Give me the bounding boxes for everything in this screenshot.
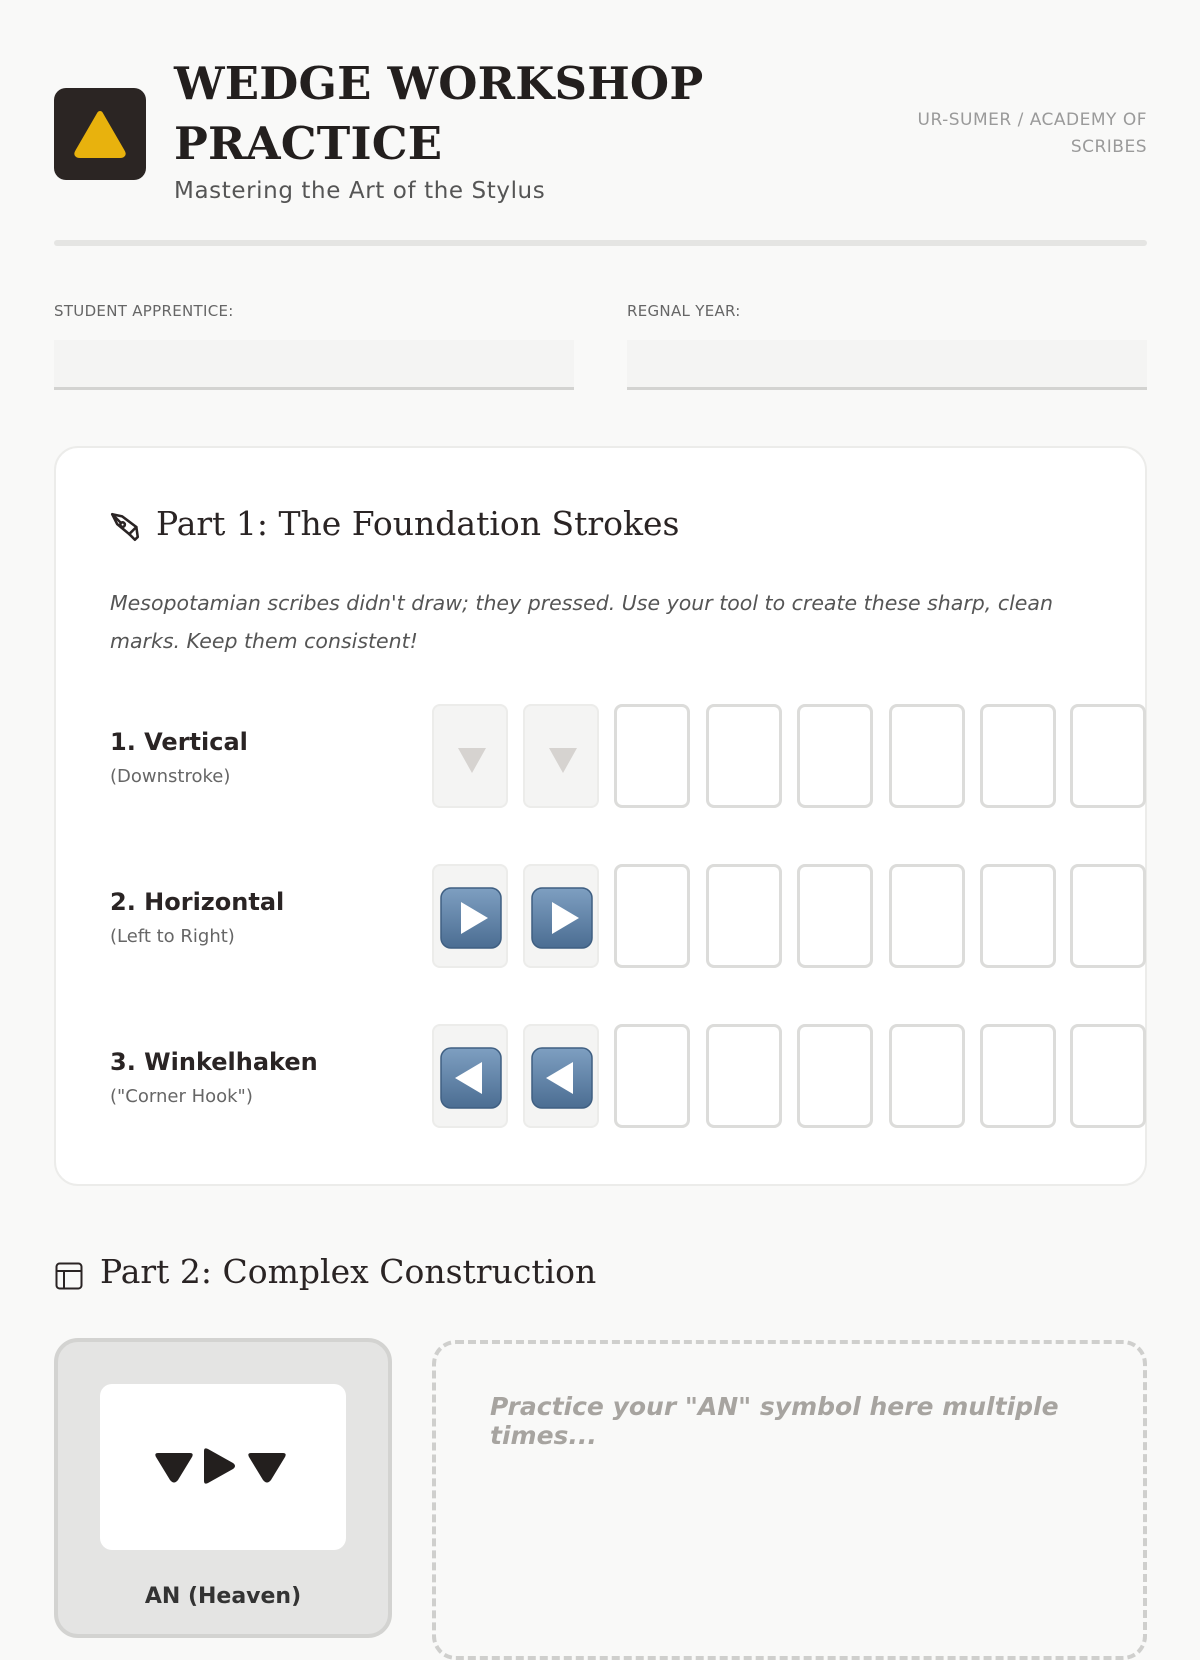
wedge-triangle-icon: [54, 88, 146, 180]
practice-cell[interactable]: [706, 864, 782, 968]
down-triangle-icon: [525, 706, 601, 810]
stroke-row-winkelhaken: [110, 1024, 1096, 1132]
row-sublabel: ("Corner Hook"): [110, 1086, 253, 1107]
row-sublabel: (Left to Right): [110, 926, 235, 947]
part1-instructions: Mesopotamian scribes didn't draw; they pressed. Use your tool to create these sharp, clean marks. Keep them consistent!: [110, 591, 1053, 653]
play-button-icon: [525, 866, 601, 970]
right-triangle-icon: [204, 1448, 235, 1483]
year-field-group: [627, 302, 1147, 320]
worksheet-page: [54, 0, 1147, 1609]
practice-cell[interactable]: [706, 704, 782, 808]
part1-title: Part 1: The Foundation Strokes: [156, 504, 680, 543]
cuneiform-an-symbol: [100, 1384, 346, 1550]
page-title: WEDGE WORKSHOP PRACTICE: [174, 57, 704, 170]
example-cell: [432, 704, 508, 808]
student-field-group: [54, 302, 574, 320]
symbol-practice-area[interactable]: [432, 1340, 1147, 1660]
row-label: 3. Winkelhaken: [110, 1048, 318, 1076]
practice-cell[interactable]: [980, 704, 1056, 808]
reverse-button-icon: [434, 1026, 510, 1130]
practice-cell[interactable]: [889, 864, 965, 968]
practice-cell[interactable]: [797, 1024, 873, 1128]
example-cell: [523, 864, 599, 968]
logo: [54, 88, 146, 180]
part2-title: Part 2: Complex Construction: [100, 1252, 597, 1291]
layout-icon: [54, 1261, 84, 1291]
practice-cell[interactable]: [797, 864, 873, 968]
down-triangle-icon: [434, 706, 510, 810]
year-label: REGNAL YEAR:: [627, 302, 741, 320]
stroke-row-horizontal: [110, 864, 1096, 972]
reverse-button-icon: [525, 1026, 601, 1130]
example-cell: [432, 864, 508, 968]
example-cell: [523, 1024, 599, 1128]
example-cell: [523, 704, 599, 808]
row-label: 1. Vertical: [110, 728, 248, 756]
practice-cell[interactable]: [889, 1024, 965, 1128]
symbol-name: AN (Heaven): [144, 1584, 302, 1609]
symbol-tile: [100, 1384, 346, 1550]
practice-cell[interactable]: [980, 1024, 1056, 1128]
regnal-year-input[interactable]: [627, 340, 1147, 390]
page-subtitle: Mastering the Art of the Stylus: [174, 178, 546, 204]
student-label: STUDENT APPRENTICE:: [54, 302, 234, 320]
row-sublabel: (Downstroke): [110, 766, 231, 787]
worksheet-header: [54, 0, 1147, 250]
symbol-reference-card: [54, 1338, 392, 1638]
practice-cell[interactable]: [1070, 704, 1146, 808]
down-triangle-icon: [248, 1453, 285, 1483]
student-name-input[interactable]: [54, 340, 574, 390]
practice-cell[interactable]: [797, 704, 873, 808]
practice-cell[interactable]: [614, 864, 690, 968]
practice-cell[interactable]: [889, 704, 965, 808]
practice-placeholder: Practice your "AN" symbol here multiple times...: [490, 1392, 1059, 1450]
practice-cell[interactable]: [980, 864, 1056, 968]
play-button-icon: [434, 866, 510, 970]
practice-cell[interactable]: [1070, 864, 1146, 968]
organization-label: UR-SUMER / ACADEMY OF SCRIBES: [917, 110, 1147, 157]
down-triangle-icon: [155, 1453, 192, 1483]
pen-tool-icon: [108, 510, 142, 544]
practice-cell[interactable]: [706, 1024, 782, 1128]
part1-card: [54, 446, 1147, 1186]
example-cell: [432, 1024, 508, 1128]
header-divider: [54, 240, 1147, 246]
practice-cell[interactable]: [614, 704, 690, 808]
practice-cell[interactable]: [1070, 1024, 1146, 1128]
practice-cell[interactable]: [614, 1024, 690, 1128]
row-label: 2. Horizontal: [110, 888, 285, 916]
stroke-row-vertical: [110, 704, 1096, 812]
